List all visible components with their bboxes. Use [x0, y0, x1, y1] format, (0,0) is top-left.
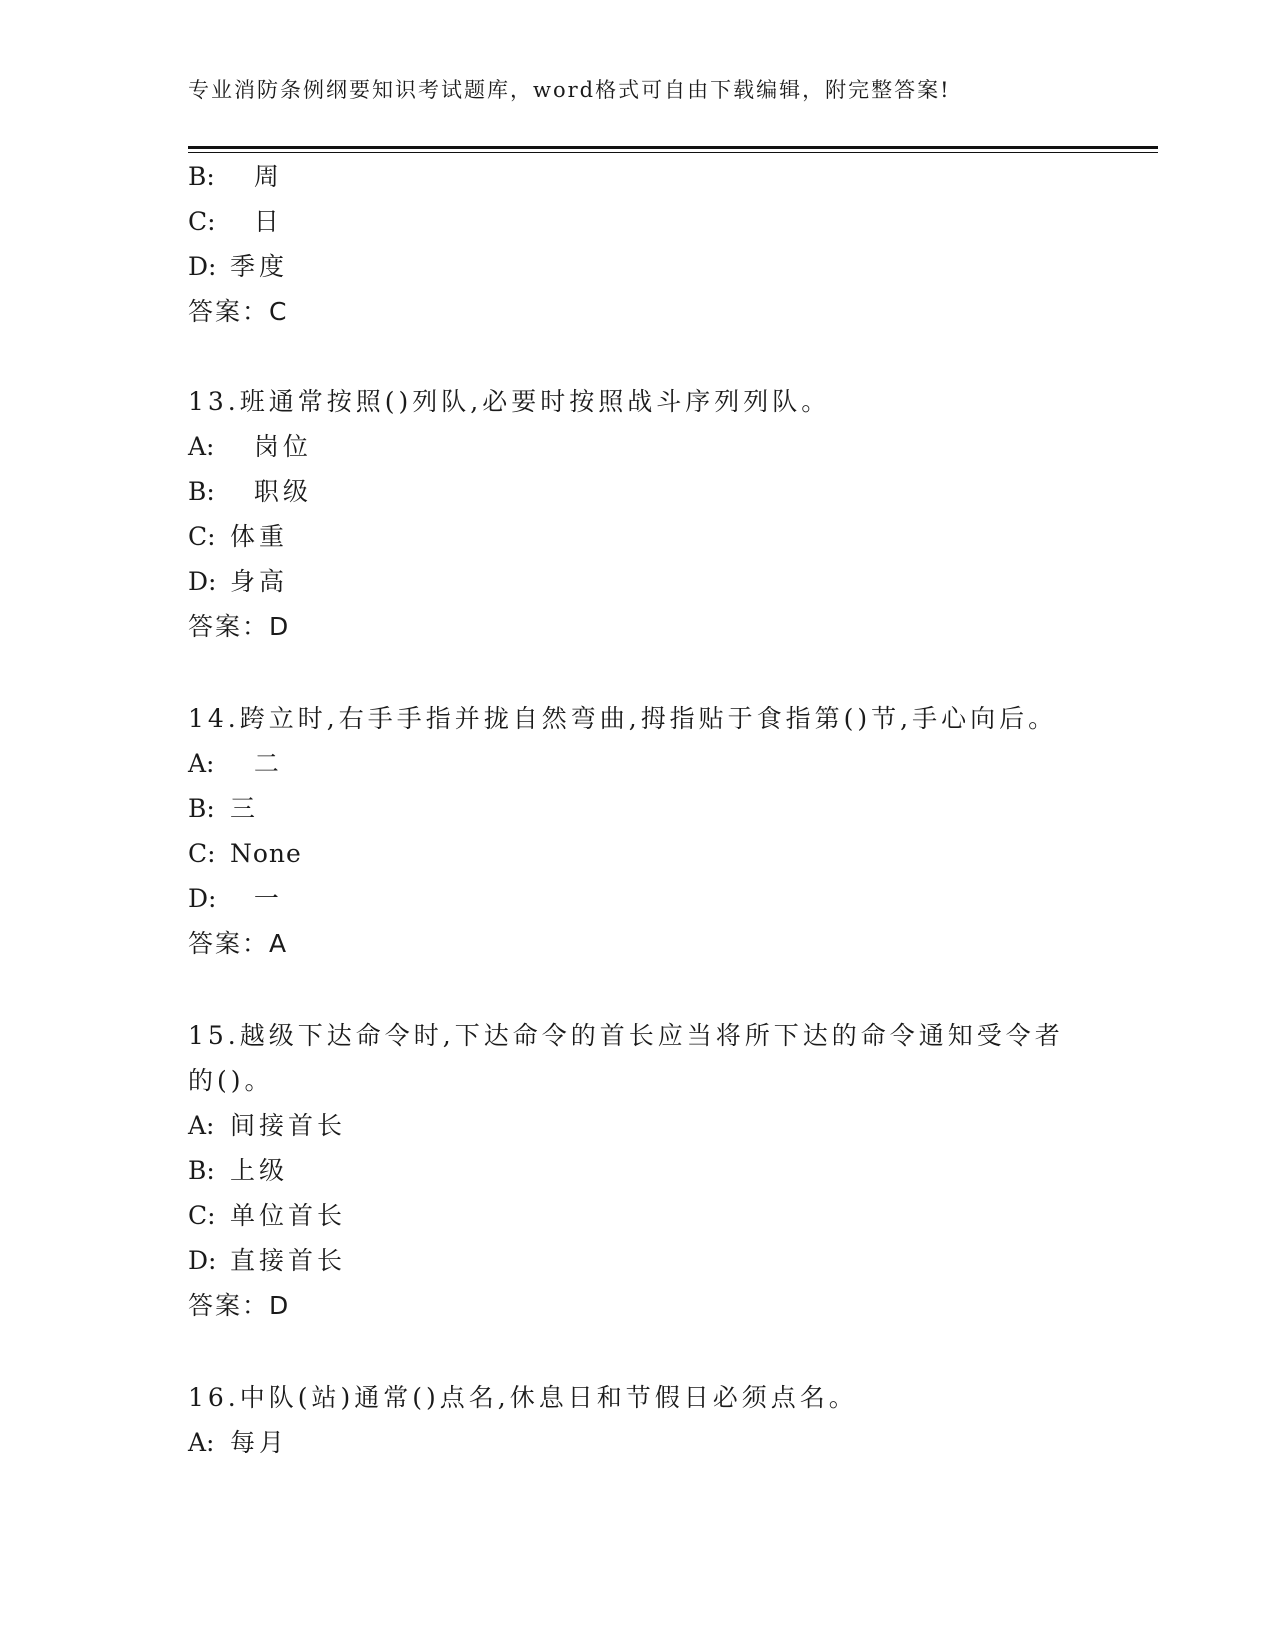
option-line: [188, 162, 283, 192]
page-header: 专业消防条例纲要知识考试题库，word格式可自由下载编辑，附完整答案!: [188, 78, 951, 102]
option-text: 直接首长: [230, 1246, 347, 1275]
option-line: [188, 1428, 288, 1458]
header-divider-thick: [188, 146, 1158, 149]
option-text: None: [230, 839, 302, 868]
option-text: 上级: [230, 1156, 289, 1185]
option-key: A:: [188, 432, 215, 461]
answer-line: 答案：A: [188, 929, 289, 958]
option-key: C:: [188, 522, 216, 551]
option-text: 一: [230, 884, 283, 913]
option-line: [188, 477, 312, 507]
option-key: D:: [188, 567, 217, 596]
answer-line: 答案：D: [188, 1291, 291, 1320]
option-text: 日: [230, 207, 283, 236]
option-line: [188, 432, 312, 462]
option-key: B:: [188, 162, 215, 191]
option-key: C:: [188, 1201, 216, 1230]
option-key: C:: [188, 207, 216, 236]
answer-line: 答案：D: [188, 612, 291, 641]
option-text: 身高: [230, 567, 289, 596]
option-text: 季度: [230, 252, 289, 281]
option-text: 三: [230, 794, 260, 823]
option-key: B:: [188, 794, 215, 823]
option-text: 体重: [230, 522, 289, 551]
option-line: [188, 749, 283, 779]
option-text: 每月: [230, 1428, 289, 1457]
option-line: [188, 522, 288, 552]
option-line: [188, 794, 259, 824]
header-divider-thin: [188, 152, 1158, 153]
answer-line: 答案：C: [188, 297, 289, 326]
option-key: C:: [188, 839, 216, 868]
option-text: 职级: [230, 477, 312, 506]
option-text: 单位首长: [230, 1201, 347, 1230]
option-line: [188, 1201, 346, 1231]
option-line: [188, 1246, 346, 1276]
option-key: B:: [188, 1156, 215, 1185]
option-key: D:: [188, 1246, 217, 1275]
option-text: 岗位: [230, 432, 312, 461]
option-line: [188, 1111, 346, 1141]
option-text: 周: [230, 162, 283, 191]
question-stem: 16.中队(站)通常()点名,休息日和节假日必须点名。: [188, 1383, 858, 1412]
question-stem: 13.班通常按照()列队,必要时按照战斗序列列队。: [188, 387, 831, 416]
option-key: A:: [188, 1111, 215, 1140]
option-line: [188, 252, 288, 282]
option-line: [188, 1156, 288, 1186]
question-stem: 14.跨立时,右手手指并拢自然弯曲,拇指贴于食指第()节,手心向后。: [188, 704, 1058, 733]
option-key: A:: [188, 1428, 215, 1457]
option-key: A:: [188, 749, 215, 778]
option-line: [188, 207, 283, 237]
option-key: D:: [188, 884, 217, 913]
option-line: [188, 839, 302, 869]
option-text: 间接首长: [230, 1111, 347, 1140]
question-stem-line-1: 15.越级下达命令时,下达命令的首长应当将所下达的命令通知受令者: [188, 1021, 1064, 1050]
option-key: D:: [188, 252, 217, 281]
option-key: B:: [188, 477, 215, 506]
question-stem-line-2: 的()。: [188, 1066, 274, 1095]
option-text: 二: [230, 749, 283, 778]
option-line: [188, 884, 283, 914]
option-line: [188, 567, 288, 597]
